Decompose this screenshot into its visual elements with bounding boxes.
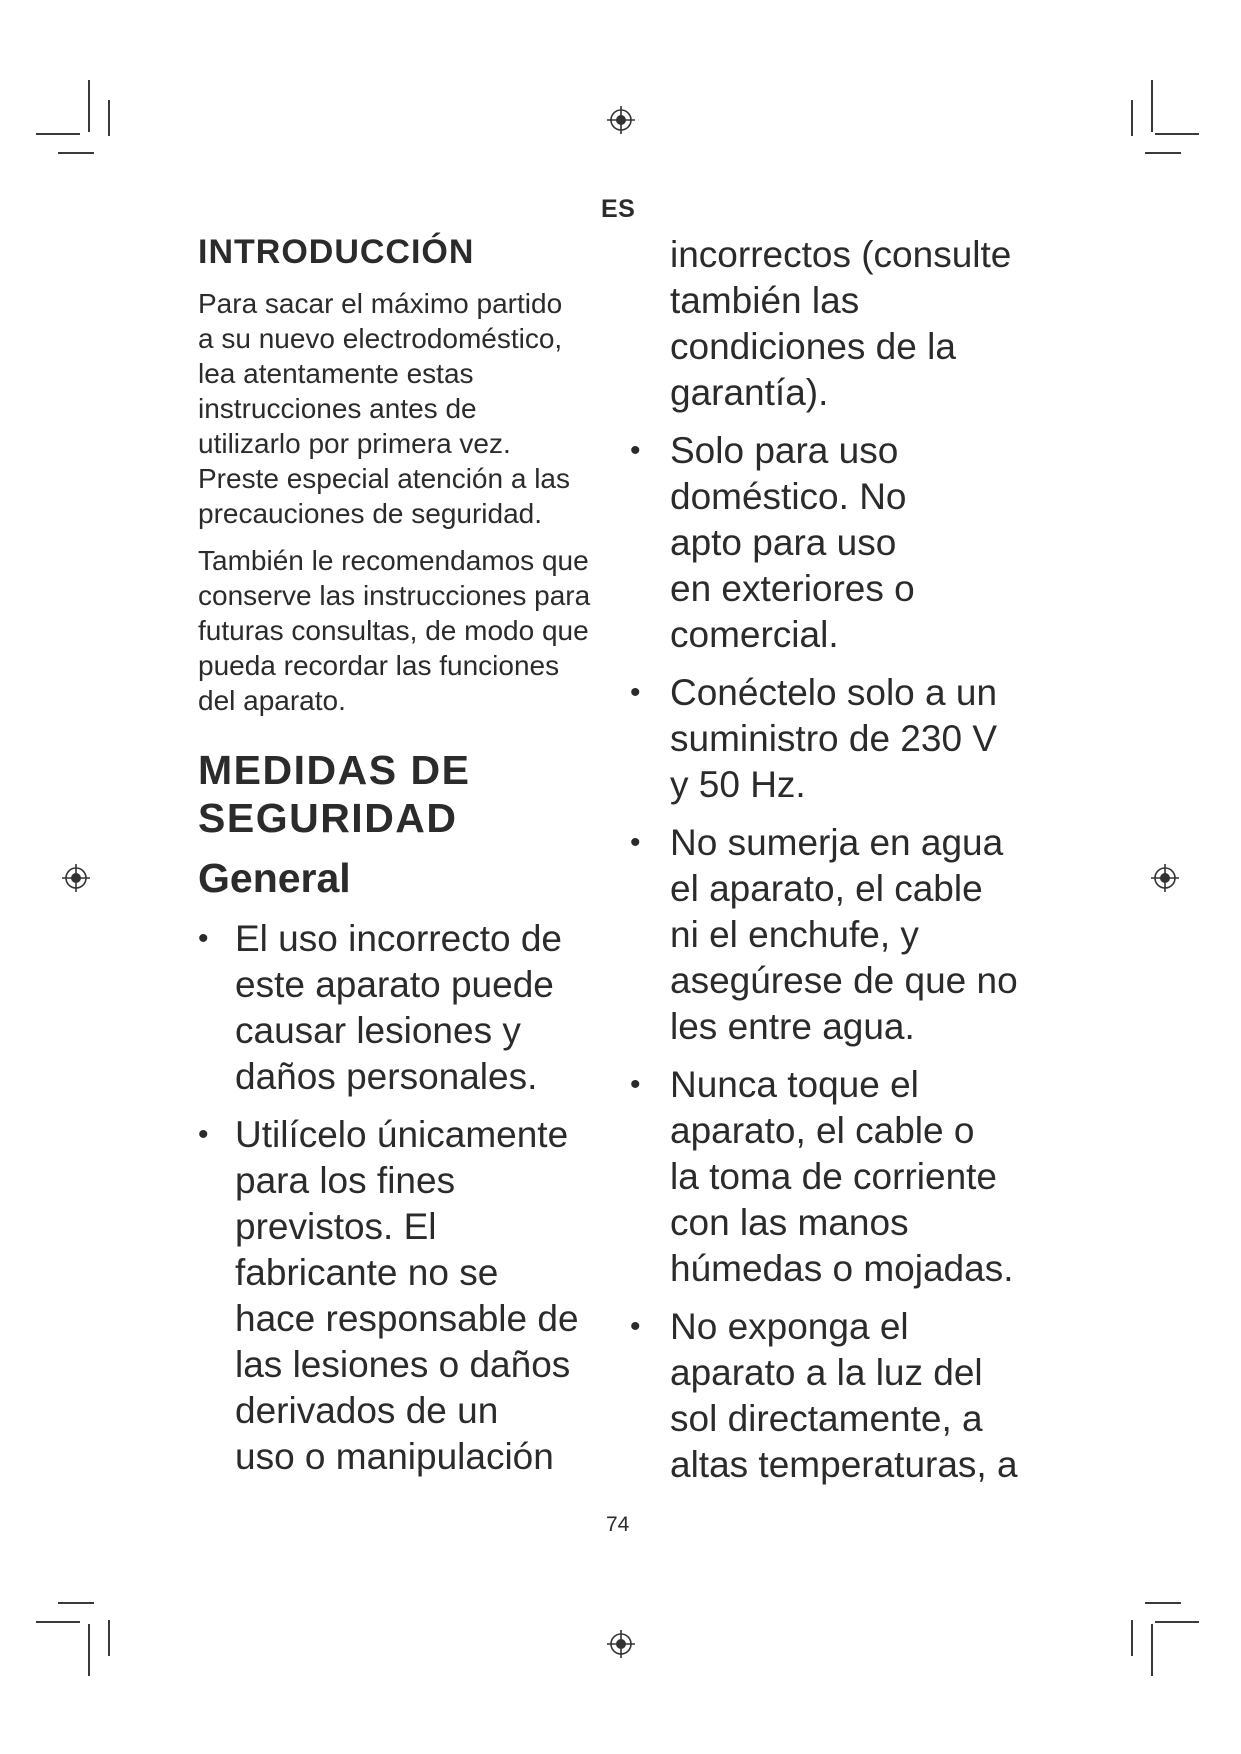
bullet-icon: • bbox=[198, 1118, 209, 1151]
crop-mark bbox=[88, 80, 90, 132]
crop-mark bbox=[58, 1602, 94, 1604]
crop-mark bbox=[1151, 80, 1153, 132]
list-item bbox=[630, 820, 1110, 1050]
registration-mark-icon bbox=[1151, 864, 1179, 892]
crop-mark bbox=[36, 1621, 80, 1623]
crop-mark bbox=[1151, 1624, 1153, 1676]
list-item-text: Conéctelo solo a un suministro de 230 V y 50 Hz. bbox=[670, 672, 998, 805]
registration-mark-icon bbox=[607, 1630, 635, 1658]
list-item bbox=[630, 1062, 1110, 1292]
crop-mark bbox=[1145, 1602, 1181, 1604]
safety-heading: MEDIDAS DE SEGURIDAD bbox=[198, 747, 471, 841]
crop-mark bbox=[108, 1620, 110, 1656]
crop-mark bbox=[36, 133, 80, 135]
crop-mark bbox=[108, 100, 110, 136]
bullet-icon: • bbox=[630, 826, 641, 859]
general-heading: General bbox=[198, 855, 351, 901]
list-item-text: Nunca toque el aparato, el cable o la toma de corriente con las manos húmedas o mojadas. bbox=[670, 1064, 1014, 1289]
bullet-icon: • bbox=[630, 1310, 641, 1343]
registration-mark-icon bbox=[62, 864, 90, 892]
crop-mark bbox=[1145, 152, 1181, 154]
bullet-icon: • bbox=[630, 1068, 641, 1101]
list-item bbox=[198, 1112, 618, 1480]
left-column bbox=[198, 232, 618, 1492]
bullet-icon: • bbox=[630, 676, 641, 709]
safety-list bbox=[198, 916, 618, 1480]
page-number: 74 bbox=[606, 1513, 630, 1536]
list-item-text: No exponga el aparato a la luz del sol directamente, a altas temperaturas, a bbox=[670, 1306, 1018, 1485]
list-item bbox=[630, 670, 1110, 808]
intro-paragraph: Para sacar el máximo partido a su nuevo electrodoméstico, lea atentamente estas instrucciones antes de utilizarlo por primera vez. Preste especial atención a las precauciones de seguridad. bbox=[198, 288, 570, 529]
intro-heading: INTRODUCCIÓN bbox=[198, 233, 475, 271]
crop-mark bbox=[1131, 1620, 1133, 1656]
registration-mark-icon bbox=[607, 106, 635, 134]
safety-list bbox=[630, 428, 1110, 1488]
list-item-text: Solo para uso doméstico. No apto para uso en exteriores o comercial. bbox=[670, 430, 915, 655]
bullet-icon: • bbox=[630, 434, 641, 467]
bullet-icon: • bbox=[198, 922, 209, 955]
crop-mark bbox=[1155, 1621, 1199, 1623]
list-item-text: El uso incorrecto de este aparato puede causar lesiones y daños personales. bbox=[235, 918, 563, 1097]
right-column bbox=[630, 232, 1110, 1500]
crop-mark bbox=[1131, 100, 1133, 136]
list-item-text: No sumerja en agua el aparato, el cable ni el enchufe, y asegúrese de que no les entre agua. bbox=[670, 822, 1018, 1047]
intro-paragraph: También le recomendamos que conserve las instrucciones para futuras consultas, de modo que pueda recordar las funciones del aparato. bbox=[198, 545, 591, 716]
list-item bbox=[630, 1304, 1110, 1488]
crop-mark bbox=[88, 1624, 90, 1676]
crop-mark bbox=[58, 152, 94, 154]
list-item-text: Utilícelo únicamente para los fines previstos. El fabricante no se hace responsable de las lesiones o daños derivados de un uso o manipulación bbox=[235, 1114, 579, 1477]
list-item bbox=[630, 428, 1110, 658]
list-item bbox=[198, 916, 618, 1100]
language-code: ES bbox=[601, 195, 636, 223]
crop-mark bbox=[1155, 133, 1199, 135]
continued-text: incorrectos (consulte también las condiciones de la garantía). bbox=[670, 234, 1012, 413]
